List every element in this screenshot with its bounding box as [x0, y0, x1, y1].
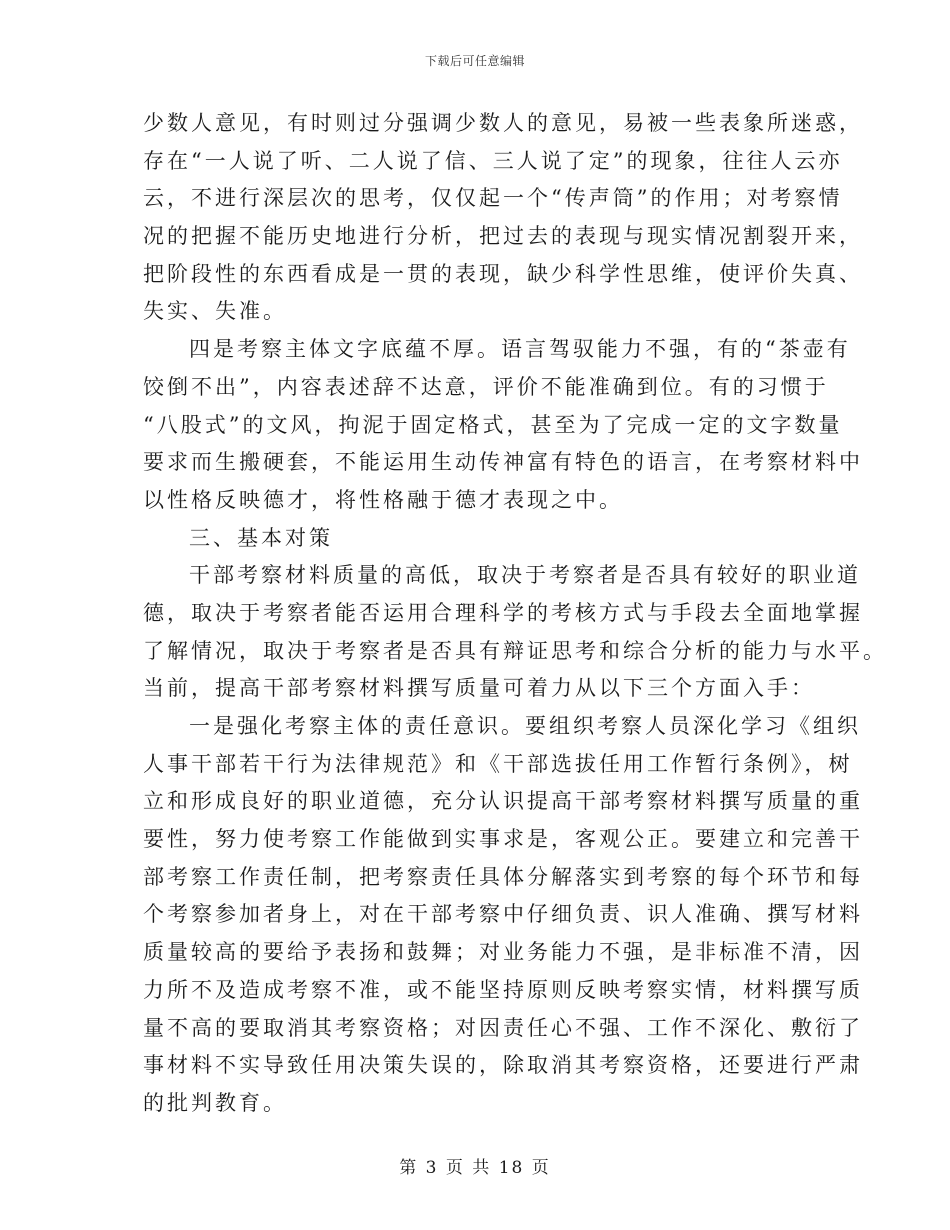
page-number-footer: 第 3 页 共 18 页	[399, 1158, 551, 1178]
text-line: 质量较高的要给予表扬和鼓舞；对业务能力不强，是非标准不清，因	[143, 940, 863, 965]
paragraph-start-line: 四是考察主体文字底蕴不厚。语言驾驭能力不强，有的“茶壶有	[189, 337, 851, 362]
text-line: 个考察参加者身上，对在干部考察中仔细负责、识人准确、撰写材料	[143, 902, 863, 927]
page-header: 下载后可任意编辑	[424, 54, 525, 68]
text-line: 德，取决于考察者能否运用合理科学的考核方式与手段去全面地掌握	[143, 600, 863, 625]
text-line: 况的把握不能历史地进行分析，把过去的表现与现实情况割裂开来，	[143, 224, 863, 249]
text-line: 失实、失准。	[143, 299, 287, 324]
text-line: 存在“一人说了听、二人说了信、三人说了定”的现象，往往人云亦	[143, 148, 843, 173]
text-line: 要求而生搬硬套，不能运用生动传神富有特色的语言，在考察材料中	[143, 450, 863, 475]
text-line: 以性格反映德才，将性格融于德才表现之中。	[143, 487, 623, 512]
text-line: 部考察工作责任制，把考察责任具体分解落实到考察的每个环节和每	[143, 864, 863, 889]
text-line: 云，不进行深层次的思考，仅仅起一个“传声筒”的作用；对考察情	[143, 186, 843, 211]
text-line: 要性，努力使考察工作能做到实事求是，客观公正。要建立和完善干	[143, 827, 863, 852]
text-line: 了解情况，取决于考察者是否具有辩证思考和综合分析的能力与水平。	[143, 638, 887, 663]
text-line: 当前，提高干部考察材料撰写质量可着力从以下三个方面入手：	[143, 676, 815, 701]
text-line: 把阶段性的东西看成是一贯的表现，缺少科学性思维，使评价失真、	[143, 261, 863, 286]
text-line: 量不高的要取消其考察资格；对因责任心不强、工作不深化、敷衍了	[143, 1015, 863, 1040]
text-line: 力所不及造成考察不准，或不能坚持原则反映考察实情，材料撰写质	[143, 977, 863, 1002]
text-line: 人事干部若干行为法律规范》和《干部选拔任用工作暂行条例》，树	[143, 751, 853, 776]
text-line: 少数人意见，有时则过分强调少数人的意见，易被一些表象所迷惑，	[143, 111, 863, 135]
text-line: 的批判教育。	[143, 1090, 287, 1115]
text-line: 饺倒不出”，内容表述辞不达意，评价不能准确到位。有的习惯于	[143, 374, 829, 399]
text-line: 事材料不实导致任用决策失误的，除取消其考察资格，还要进行严肃	[143, 1053, 863, 1078]
text-line: 立和形成良好的职业道德，充分认识提高干部考察材料撰写质量的重	[143, 789, 863, 814]
text-line: “八股式”的文风，拘泥于固定格式，甚至为了完成一定的文字数量	[143, 412, 843, 437]
document-body	[143, 105, 887, 1123]
paragraph-start-line: 一是强化考察主体的责任意识。要组织考察人员深化学习《组织	[189, 714, 861, 738]
paragraph-start-line: 干部考察材料质量的高低，取决于考察者是否具有较好的职业道	[189, 563, 861, 588]
section-heading: 三、基本对策	[189, 525, 333, 550]
